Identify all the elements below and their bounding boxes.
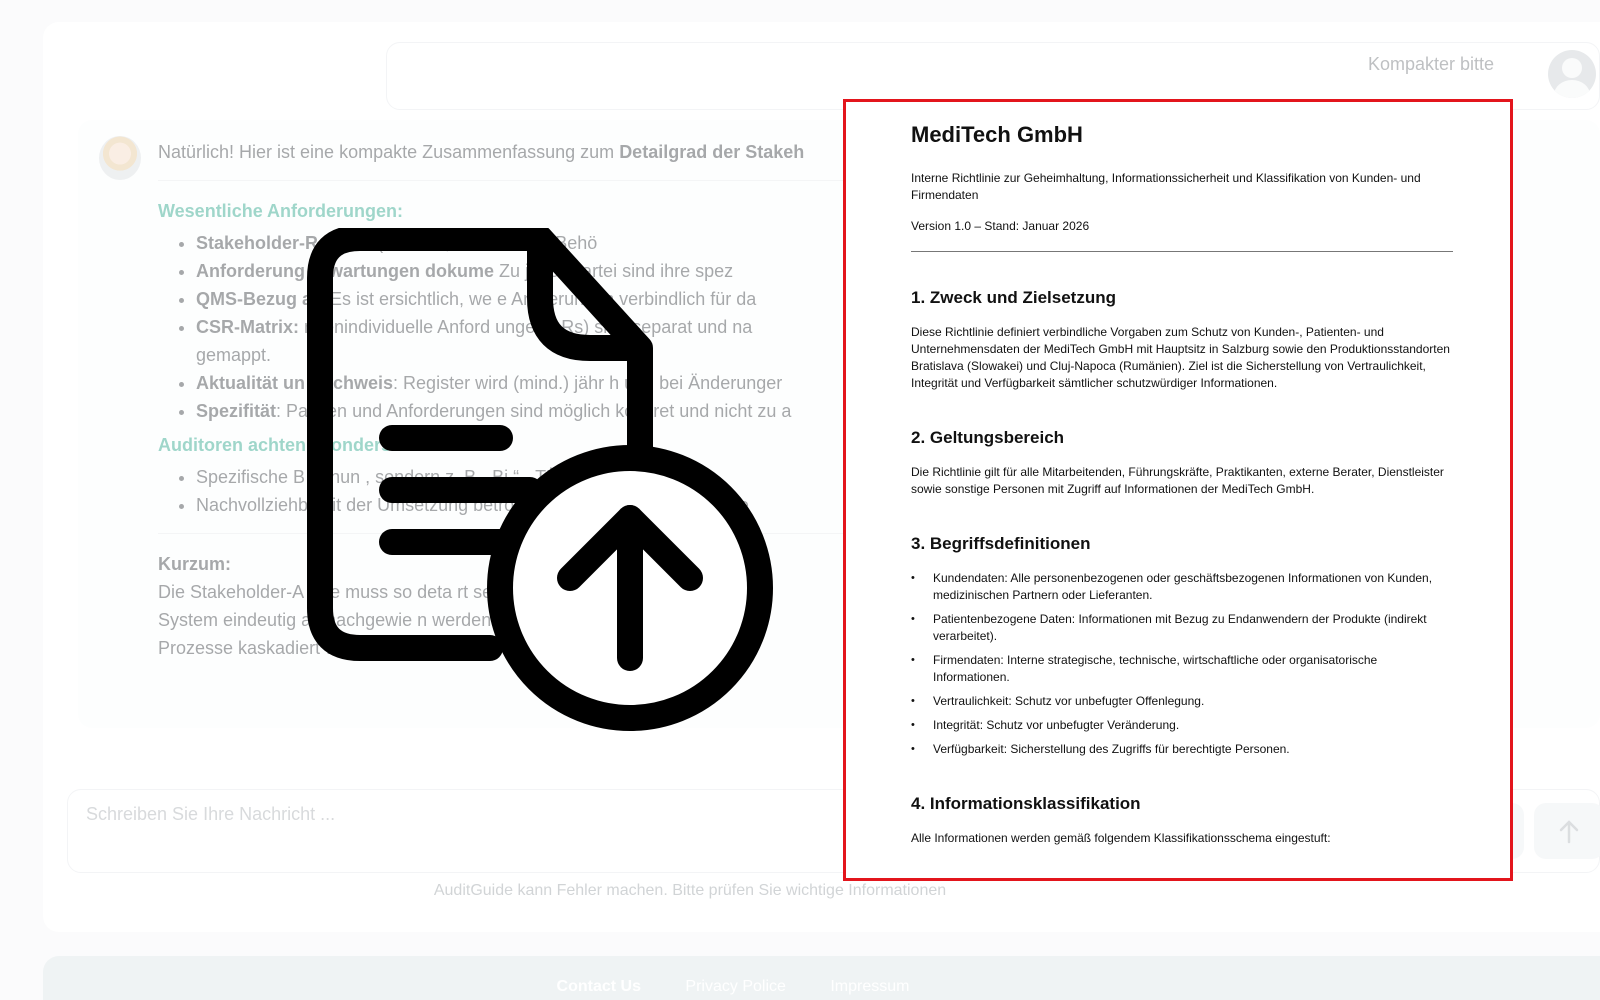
list-item: • Integrität: Schutz vor unbefugter Veränderung. xyxy=(911,717,1453,734)
list-item: • Kundendaten: Alle personenbezogenen oder geschäftsbezogenen Informationen von Kunden, medizinischen Partnern oder Lieferanten. xyxy=(911,570,1453,604)
document-section-2 xyxy=(911,428,1453,498)
section-title: 1. Zweck und Zielsetzung xyxy=(911,288,1116,307)
section-text: Alle Informationen werden gemäß folgendem Klassifikationsschema eingestuft: xyxy=(911,831,1331,845)
list-item: • Vertraulichkeit: Schutz vor unbefugter Offenlegung. xyxy=(911,693,1453,710)
document-preview xyxy=(843,99,1513,881)
document-rule xyxy=(911,251,1453,252)
document-company: MediTech GmbH xyxy=(911,122,1083,147)
list-item: • Verfügbarkeit: Sicherstellung des Zugriffs für berechtigte Personen. xyxy=(911,741,1453,758)
section-title: 2. Geltungsbereich xyxy=(911,428,1065,447)
list-item: • Patientenbezogene Daten: Informationen mit Bezug zu Endanwendern der Produkte (indirekt verarbeitet). xyxy=(911,611,1453,645)
section-title: 4. Informationsklassifikation xyxy=(911,794,1141,813)
document-section-4 xyxy=(911,794,1453,847)
definition-list xyxy=(911,570,1453,758)
section-text: Diese Richtlinie definiert verbindliche Vorgaben zum Schutz von Kunden-, Patienten- und Unternehmensdaten der MediTech GmbH mit Hauptsitz in Salzburg sowie den Produktionsstandorten Bratislava (Slowakei) und Cluj-Napoca (Rumänien). Ziel ist die Sicherstellung von Vertraulichkeit, Integrität und Verfügbarkeit sämtlicher schutzwürdiger Informationen. xyxy=(911,325,1450,390)
document-version: Version 1.0 – Stand: Januar 2026 xyxy=(911,219,1090,233)
document-section-1 xyxy=(911,288,1453,392)
document-section-3 xyxy=(911,534,1453,758)
section-text: Die Richtlinie gilt für alle Mitarbeitenden, Führungskräfte, Praktikanten, externe Berater, Dienstleister sowie sonstige Personen mit Zugriff auf Informationen der MediTech GmbH. xyxy=(911,465,1444,496)
section-title: 3. Begriffsdefinitionen xyxy=(911,534,1091,553)
list-item: • Firmendaten: Interne strategische, technische, wirtschaftliche oder organisatorische Informationen. xyxy=(911,652,1453,686)
file-upload-icon xyxy=(300,228,790,748)
document-subtitle: Interne Richtlinie zur Geheimhaltung, Informationssicherheit und Klassifikation von Kunden- und Firmendaten xyxy=(911,171,1421,202)
